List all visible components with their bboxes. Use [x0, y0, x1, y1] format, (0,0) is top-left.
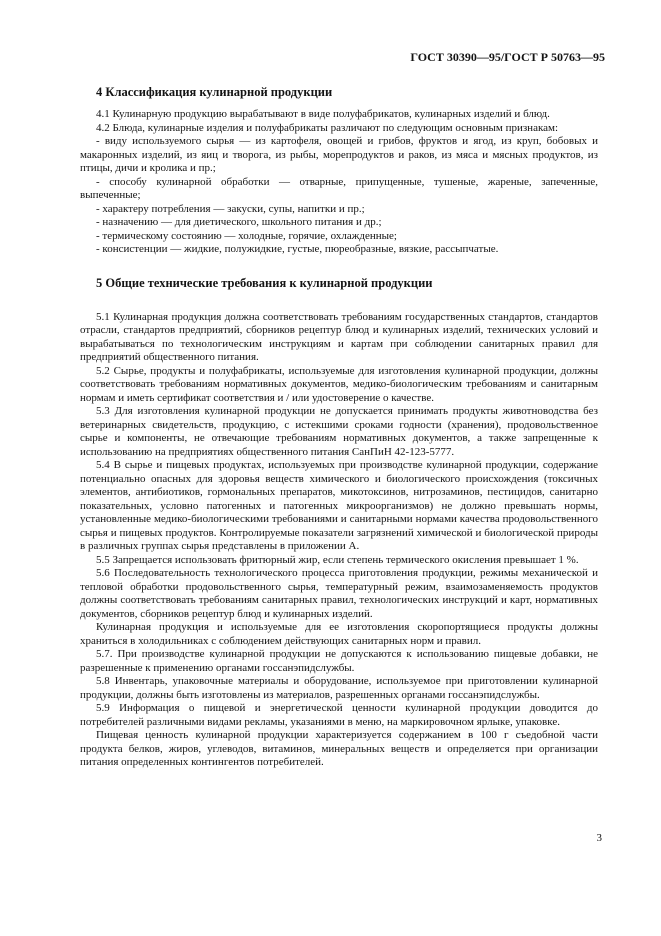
document-body	[80, 84, 598, 770]
paragraph-4-2: 4.2 Блюда, кулинарные изделия и полуфабрикаты различают по следующим основным признакам:	[96, 121, 559, 134]
paragraph-5-9: 5.9 Информация о пищевой и энергетической ценности кулинарной продукции доводится до потребителей различными видами рекламы, указаниями в меню, на маркировочном ярлыке, упаковке.	[80, 702, 598, 728]
paragraph-5-8: 5.8 Инвентарь, упаковочные материалы и оборудование, используемое при приготовлении кулинарной продукции, должны быть изготовлены из материалов, разрешенных органами госсанэпидслужбы.	[80, 675, 598, 701]
list-item-consistency: - консистенции — жидкие, полужидкие, густые, пюреобразные, вязкие, рассыпчатые.	[96, 243, 499, 255]
paragraph-5-6: 5.6 Последовательность технологического процесса приготовления продукции, режимы механической и тепловой обработки продовольственного сырья, температурный режим, взаимозаменяемость продуктов должны соответствовать требованиям санитарных правил, технологических инструкций и карт, нормативных документов, сборников рецептур блюд и кулинарных изделий.	[80, 567, 598, 620]
paragraph-5-1: 5.1 Кулинарная продукция должна соответствовать требованиям государственных стандартов, стандартов отрасли, стандартов предприятий, сборников рецептур блюд и кулинарных изделий, технических условий и вырабатываться по технологическим инструкциям и картам при соблюдении санитарных правил для предприятий общественного питания.	[80, 310, 598, 363]
paragraph-4-1: 4.1 Кулинарную продукцию вырабатывают в виде полуфабрикатов, кулинарных изделий и блюд.	[96, 108, 550, 120]
section-heading: 5 Общие технические требования к кулинарной продукции	[96, 275, 433, 290]
paragraph-nutrition: Пищевая ценность кулинарной продукции характеризуется содержанием в 100 г съедобной части продукта белков, жиров, углеводов, витаминов, минеральных веществ и определяется при организации питания определенных контингентов потребителей.	[80, 729, 598, 768]
document-code-header: ГОСТ 30390—95/ГОСТ Р 50763—95	[410, 50, 605, 64]
section-heading: 4 Классификация кулинарной продукции	[96, 85, 333, 99]
section-4	[80, 84, 598, 257]
paragraph-5-5: 5.5 Запрещается использовать фритюрный жир, если степень термического окисления превышает 1 %.	[96, 553, 579, 566]
page-number: 3	[596, 832, 602, 844]
paragraph-5-2: 5.2 Сырье, продукты и полуфабрикаты, используемые для изготовления кулинарной продукции, должны соответствовать требованиям нормативных документов, медико-биологическим требованиям и санитарным нормам и иметь сертификат соответствия и / или удостоверение о качестве.	[80, 364, 598, 404]
paragraph-storage: Кулинарная продукция и используемые для ее изготовления скоропортящиеся продукты должны храниться в холодильниках с соблюдением действующих санитарных норм и правил.	[80, 621, 598, 647]
paragraph-5-7: 5.7. При производстве кулинарной продукции не допускаются к использованию пищевые добавки, не разрешенные к применению органами госсанэпидслужбы.	[80, 648, 598, 674]
section-5	[80, 275, 598, 770]
list-item-purpose: - назначению — для диетического, школьного питания и др.;	[96, 216, 382, 228]
list-item-thermal-state: - термическому состоянию — холодные, горячие, охлажденные;	[96, 229, 397, 242]
paragraph-5-3: 5.3 Для изготовления кулинарной продукции не допускается принимать продукты животноводства без ветеринарных свидетельств, продукцию, с истекшими сроками годности (хранения), продовольственное сырье и компоненты, не отвечающие требованиям нормативных документов, а также запрещенные к использованию на предприятиях общественного питания СанПиН 42-123-5777.	[80, 405, 598, 458]
paragraph-5-4: 5.4 В сырье и пищевых продуктах, используемых при производстве кулинарной продукции, содержание потенциально опасных для здоровья веществ химического и биологического происхождения (токсичных элементов, антибиотиков, гормональных препаратов, микотоксинов, нитрозаминов, пестицидов, санитарно показательных, условно патогенных и патогенных микроорганизмов) не должно превышать нормы, установленные медико-биологическими требованиями и санитарными нормами качества продовольственного сырья и пищевых продуктов. Контролируемые показатели загрязнений химической и биологической природы в различных группах сырья представлены в приложении А.	[80, 459, 598, 552]
list-item-raw-material: - виду используемого сырья — из картофеля, овощей и грибов, фруктов и ягод, из круп, бобовых и макаронных изделий, из яиц и творога, из рыбы, морепродуктов и раков, из мяса и мясных продуктов, из птицы, дичи и кролика и пр.;	[80, 135, 598, 174]
list-item-processing-method: - способу кулинарной обработки — отварные, припущенные, тушеные, жареные, запеченные, выпеченные;	[80, 175, 598, 201]
list-item-consumption: - характеру потребления — закуски, супы, напитки и пр.;	[96, 202, 365, 215]
